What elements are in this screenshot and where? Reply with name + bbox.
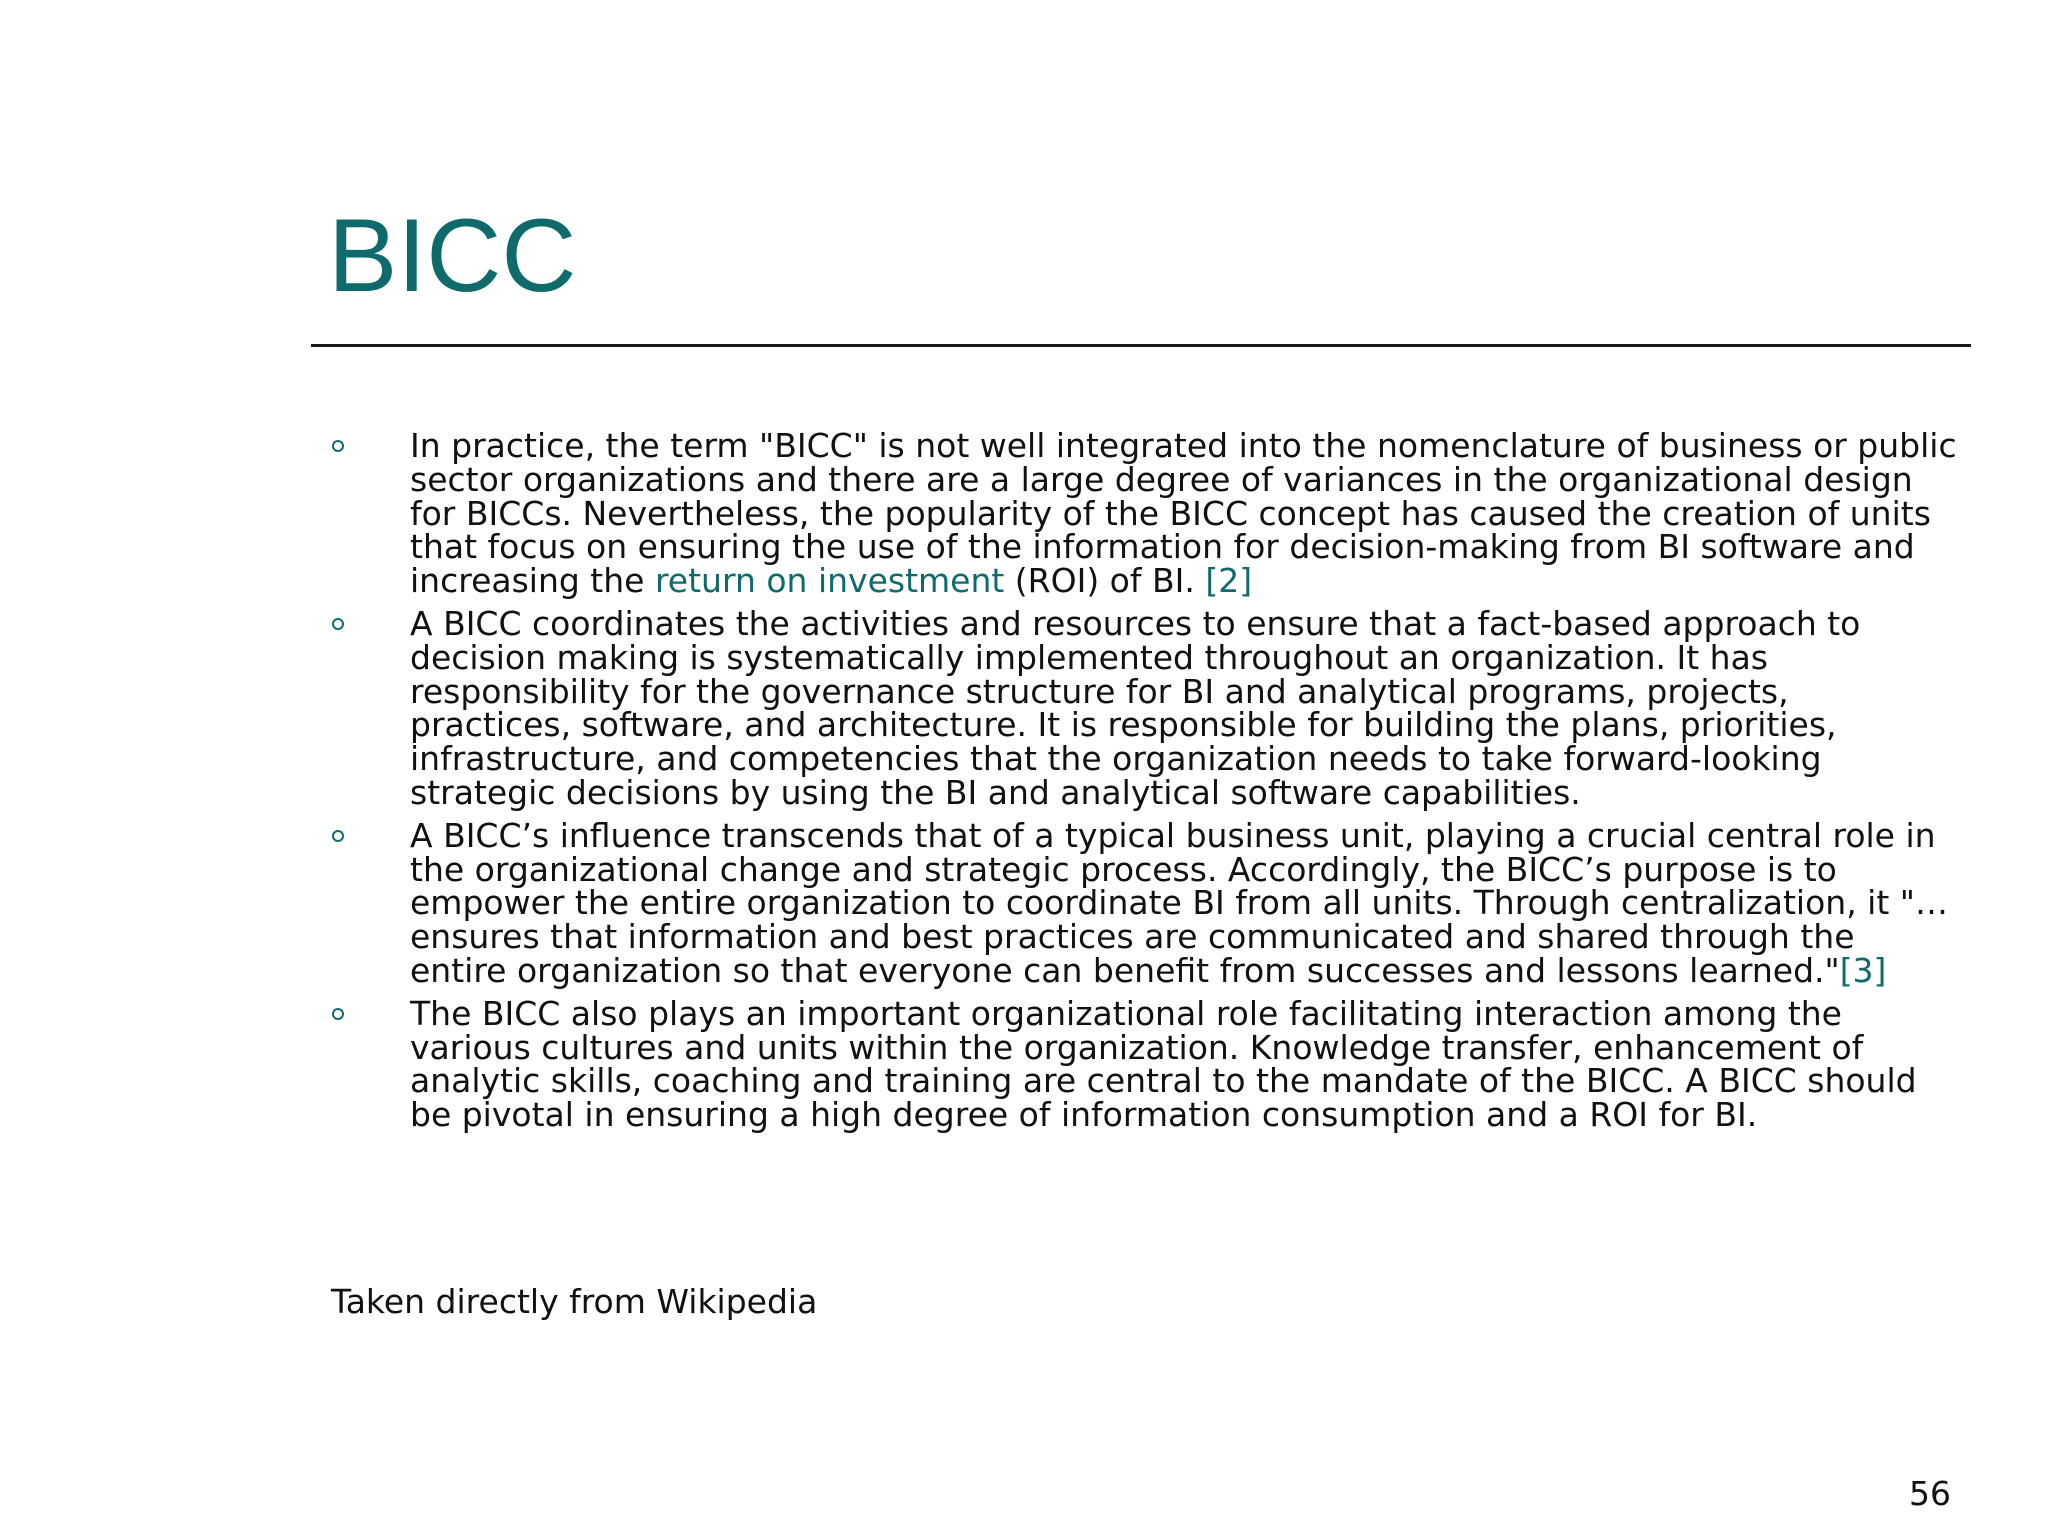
citation-2-link[interactable]: [2]: [1205, 561, 1253, 601]
slide-title: BICC: [328, 198, 577, 314]
bullet-text: [410, 816, 1948, 990]
circle-bullet-icon: [332, 618, 344, 630]
page-number: 56: [1909, 1474, 1951, 1513]
source-note: Taken directly from Wikipedia: [331, 1282, 818, 1321]
bullet-text: The BICC also plays an important organizational role facilitating interaction among the various cultures and units within the organization. Knowledge transfer, enhancement of analytic skills, coaching and training are central to the mandate of the BICC. A BICC should be pivotal in ensuring a high degree of information consumption and a ROI for BI.: [410, 993, 1917, 1135]
bullet-item: [330, 815, 1960, 990]
circle-bullet-icon: [332, 440, 344, 452]
bullet-item: [330, 426, 1960, 601]
bullet-item: [330, 993, 1960, 1135]
bullet-text-segment: A BICC’s influence transcends that of a typical business unit, playing a crucial central role in the organizational change and strategic process. Accordingly, the BICC’s purpose is to empower the entire organization to coordinate BI from all units. Through centralization, it "…ensures that information and best practices are communicated and shared through the entire organization so that everyone can benefit from successes and lessons learned.": [410, 815, 1948, 990]
bullet-text: A BICC coordinates the activities and resources to ensure that a fact-based approach to decision making is systematically implemented throughout an organization. It has responsibility for the governance structure for BI and analytical programs, projects, practices, software, and architecture. It is responsible for building the plans, priorities, infrastructure, and competencies that the organization needs to take forward-looking strategic decisions by using the BI and analytical software capabilities.: [410, 603, 1861, 812]
bullet-text-segment: (ROI) of BI.: [1004, 561, 1206, 601]
bullet-text: [410, 426, 1957, 600]
circle-bullet-icon: [332, 830, 344, 842]
circle-bullet-icon: [332, 1008, 344, 1020]
bullet-item: [330, 603, 1960, 812]
bullet-list: [330, 426, 1960, 1141]
return-on-investment-link[interactable]: return on investment: [654, 561, 1005, 601]
title-divider: [311, 344, 1971, 347]
citation-3-link[interactable]: [3]: [1839, 950, 1887, 990]
bullet-text-segment: In practice, the term "BICC" is not well integrated into the nomenclature of business or public sector organizations and there are a large degree of variances in the organizational design for BICCs. Nevertheless, the popularity of the BICC concept has caused the creation of units that focus on ensuring the use of the information for decision-making from BI software and increasing the: [410, 426, 1957, 601]
